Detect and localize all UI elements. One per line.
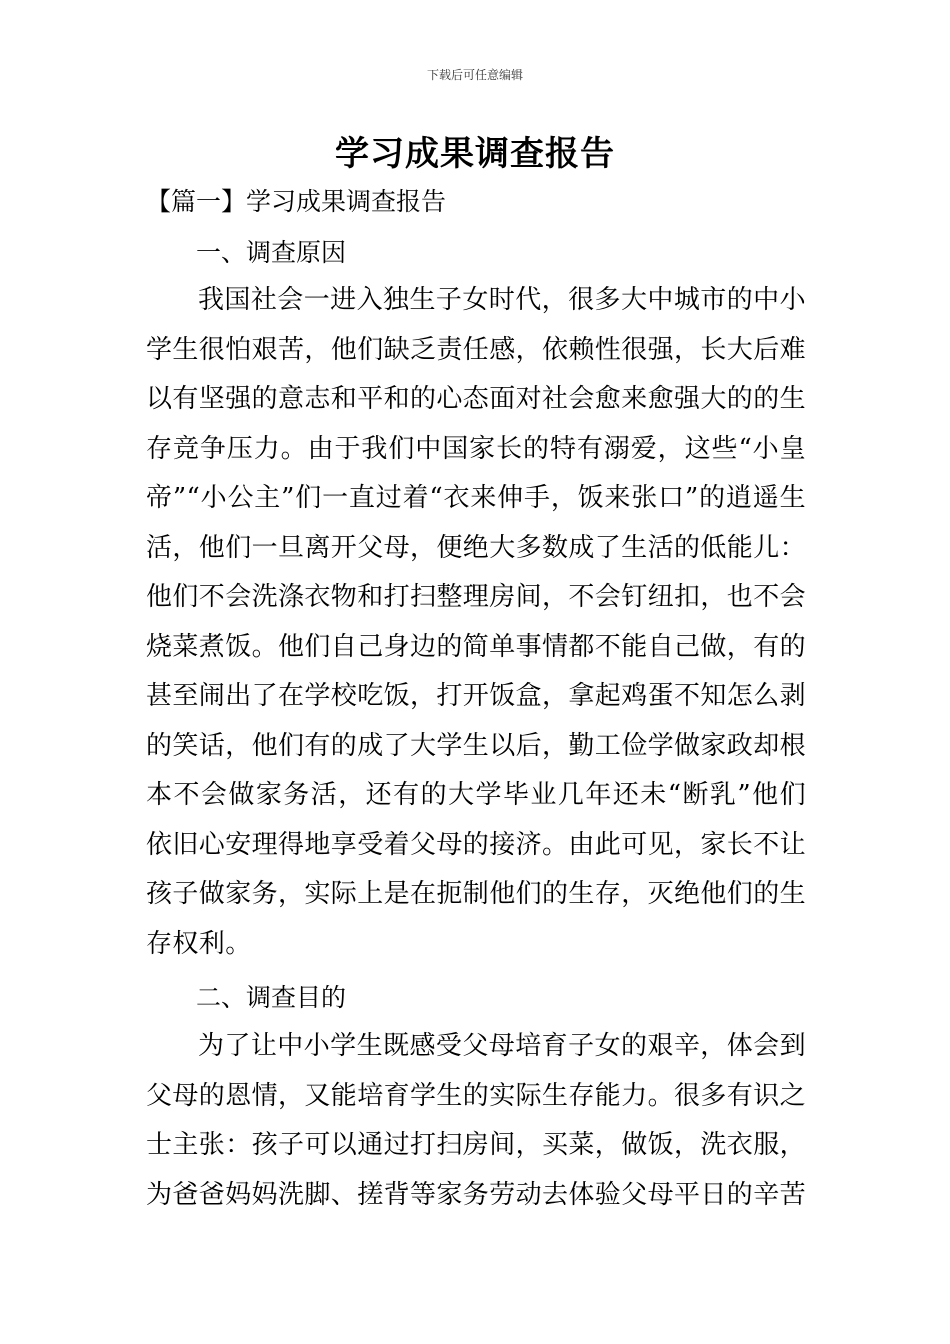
header-note: 下载后可任意编辑 <box>426 68 523 82</box>
document-subtitle: 【篇一】学习成果调查报告 <box>146 187 447 216</box>
section-paragraph-reason: 我国社会一进入独生子女时代，很多大中城市的中小学生很怕艰苦，他们缺乏责任感，依赖性很强，长大后难以有坚强的意志和平和的心态面对社会愈来愈强大的的生存竞争压力。由于我们中国家长的特有溺爱，这些“小皇帝”“小公主”们一直过着“衣来伸手，饭来张口”的逍遥生活，他们一旦离开父母，便绝大多数成了生活的低能儿：他们不会洗涤衣物和打扫整理房间，不会钉纽扣，也不会烧菜煮饭。他们自己身边的简单事情都不能自己做，有的甚至闹出了在学校吃饭，打开饭盒，拿起鸡蛋不知怎么剥的笑话，他们有的成了大学生以后，勤工俭学做家政却根本不会做家务活，还有的大学毕业几年还未“断乳”他们依旧心安理得地享受着父母的接济。由此可见，家长不让孩子做家务，实际上是在扼制他们的生存，灭绝他们的生存权利。 <box>146 285 807 959</box>
document-title: 学习成果调查报告 <box>335 134 615 174</box>
section-heading-reason: 一、调查原因 <box>196 238 347 267</box>
section-paragraph-purpose: 为了让中小学生既感受父母培育子女的艰辛，体会到父母的恩情，又能培育学生的实际生存能力。很多有识之士主张：孩子可以通过打扫房间，买菜，做饭，洗衣服，为爸爸妈妈洗脚、搓背等家务劳动去体验父母平日的辛苦 <box>146 1031 807 1210</box>
section-heading-purpose: 二、调查目的 <box>196 983 347 1012</box>
